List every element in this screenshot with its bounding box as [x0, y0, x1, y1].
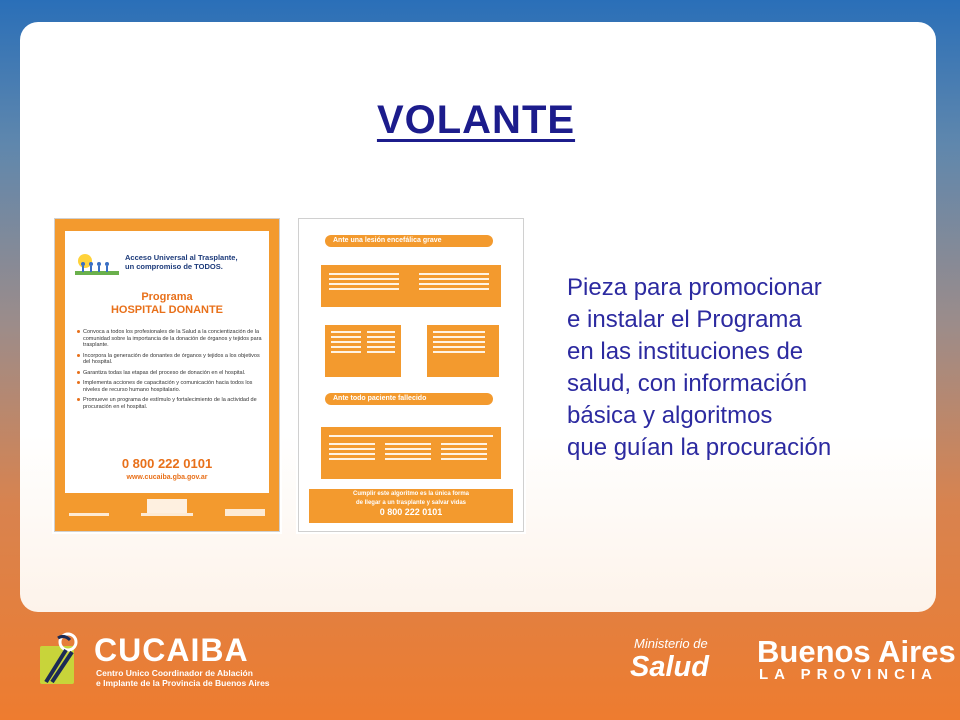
description-line: e instalar el Programa [567, 306, 802, 333]
flyer-program [65, 291, 269, 317]
algorithm-bar-lesion: Ante una lesión encefálica grave [325, 235, 493, 247]
list-item: Promueve un programa de estímulo y fortalecimiento de la actividad de procuración en el hospital. [77, 397, 263, 410]
slide-description [567, 272, 937, 464]
buenos-aires-logo: Buenos Aires [757, 634, 956, 669]
description-line: salud, con información [567, 370, 808, 397]
la-provincia-label: LA PROVINCIA [759, 666, 938, 683]
flyer-logos-icon [61, 499, 273, 521]
flyer-program-1: Programa [141, 291, 193, 303]
cucaiba-logo-icon [38, 632, 84, 686]
algorithm-box-2 [325, 325, 401, 377]
description-line: en las instituciones de [567, 338, 804, 365]
description-line: básica y algoritmos [567, 402, 773, 429]
algorithm-footer-2: de llegar a un trasplante y salvar vidas [355, 500, 467, 506]
cucaiba-subtitle-2: e Implante de la Provincia de Buenos Aires [96, 678, 270, 688]
flyer-headline-2: un compromiso de TODOS. [125, 262, 223, 271]
ministerio-salud: Salud [630, 651, 709, 683]
flyer-web: www.cucaiba.gba.gov.ar [126, 474, 208, 481]
flyer-program-2: HOSPITAL DONANTE [110, 304, 224, 316]
cucaiba-subtitle-1: Centro Unico Coordinador de Ablación [96, 668, 253, 678]
flyer-headline-1: Acceso Universal al Trasplante, [125, 253, 238, 262]
flyer-bullets [77, 329, 263, 414]
algorithm-box-3 [427, 325, 499, 377]
algorithm-bar-fallecido: Ante todo paciente fallecido [325, 393, 493, 405]
people-chain-icon [75, 253, 119, 279]
list-item: Incorpora la generación de donantes de órganos y tejidos a los objetivos del hospital. [77, 353, 263, 366]
flyer-hospital-donante [54, 218, 280, 532]
algorithm-phone: 0 800 222 0101 [379, 507, 443, 517]
flyer-footer-logos [61, 499, 273, 523]
flyer-inner [65, 231, 269, 493]
cucaiba-name: CUCAIBA [94, 632, 249, 668]
description-line: Pieza para promocionar [567, 274, 822, 301]
flyer-headline [125, 253, 265, 271]
list-item: Convoca a todos los profesionales de la Salud a la concientización de la comunidad sobre la importancia de la donación de órganos y tejidos para trasplante. [77, 329, 263, 349]
ministerio-label: Ministerio de [634, 636, 708, 651]
algorithm-footer [309, 489, 513, 523]
description-line: que guían la procuración [567, 434, 832, 461]
flyer-phone: 0 800 222 0101 [121, 456, 213, 471]
algorithm-box-4 [321, 427, 501, 479]
cucaiba-subtitle [96, 668, 270, 688]
list-item: Garantiza todas las etapas del proceso de donación en el hospital. [77, 370, 263, 377]
algorithm-box-1 [321, 265, 501, 307]
list-item: Implementa acciones de capacitación y comunicación hacia todos los niveles de recurso humano hospitalario. [77, 380, 263, 393]
algorithm-footer-1: Cumplir este algoritmo es la única forma [352, 491, 470, 497]
flyer-algoritmo [298, 218, 524, 532]
slide-title: VOLANTE [376, 98, 576, 142]
